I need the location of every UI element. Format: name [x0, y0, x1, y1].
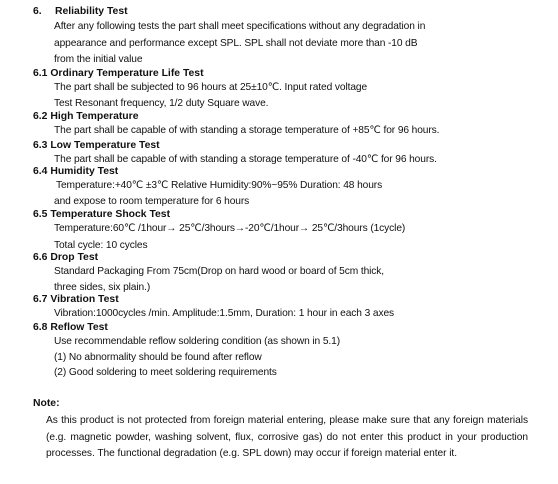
- section-6-6-line-2: three sides, six plain.): [54, 282, 151, 293]
- note-title: Note:: [33, 398, 60, 409]
- section-6-8-line-2: (1) No abnormality should be found after reflow: [54, 352, 262, 363]
- section-6-5-title: 6.5 Temperature Shock Test: [33, 209, 171, 220]
- section-6-line-3: from the initial value: [54, 54, 143, 65]
- section-6-7-line-1: Vibration:1000cycles /min. Amplitude:1.5mm, Duration: 1 hour in each 3 axes: [54, 308, 395, 319]
- section-6-7-title: 6.7 Vibration Test: [33, 294, 119, 305]
- section-6-8-line-1: Use recommendable reflow soldering condition (as shown in 5.1): [54, 336, 340, 347]
- section-6-line-2: appearance and performance except SPL. SPL shall not deviate more than -10 dB: [54, 38, 418, 49]
- section-6-5-line-1: Temperature:60℃ /1hour→ 25℃/3hours→-20℃/1hour→ 25℃/3hours (1cycle): [54, 223, 406, 234]
- section-6-6-title: 6.6 Drop Test: [33, 252, 99, 263]
- section-6-4-title: 6.4 Humidity Test: [33, 166, 119, 177]
- section-6-4-line-2: and expose to room temperature for 6 hours: [54, 196, 250, 207]
- section-6-3-title: 6.3 Low Temperature Test: [33, 140, 160, 151]
- section-6-number: 6.: [33, 6, 42, 17]
- section-6-3-line-1: The part shall be capable of with standing a storage temperature of -40℃ for 96 hours.: [54, 154, 437, 165]
- section-6-2-line-1: The part shall be capable of with standing a storage temperature of +85℃ for 96 hours.: [54, 125, 440, 136]
- section-6-line-1: After any following tests the part shall meet specifications without any degradation in: [54, 21, 426, 32]
- section-6-6-line-1: Standard Packaging From 75cm(Drop on hard wood or board of 5cm thick,: [54, 266, 385, 277]
- section-6-1-title: 6.1 Ordinary Temperature Life Test: [33, 68, 204, 79]
- section-6-heading: [33, 5, 128, 18]
- section-6-title: Reliability Test: [55, 6, 128, 17]
- section-6-4-line-1: Temperature:+40℃ ±3℃ Relative Humidity:90%~95% Duration: 48 hours: [56, 180, 383, 191]
- note-body: As this product is not protected from foreign material entering, please make sure that any foreign materials (e.g. magnetic powder, washing solvent, flux, corrosive gas) do not enter this product in your production processes. The functional degradation (e.g. SPL down) may occur if foreign material enter it.: [46, 415, 528, 459]
- section-6-1-line-2: Test Resonant frequency, 1/2 duty Square wave.: [54, 98, 269, 109]
- section-6-2-title: 6.2 High Temperature: [33, 111, 139, 122]
- section-6-8-line-3: (2) Good soldering to meet soldering requirements: [54, 367, 277, 378]
- section-6-5-line-2: Total cycle: 10 cycles: [54, 240, 148, 251]
- section-6-1-line-1: The part shall be subjected to 96 hours at 25±10℃. Input rated voltage: [54, 82, 368, 93]
- section-6-8-title: 6.8 Reflow Test: [33, 322, 108, 333]
